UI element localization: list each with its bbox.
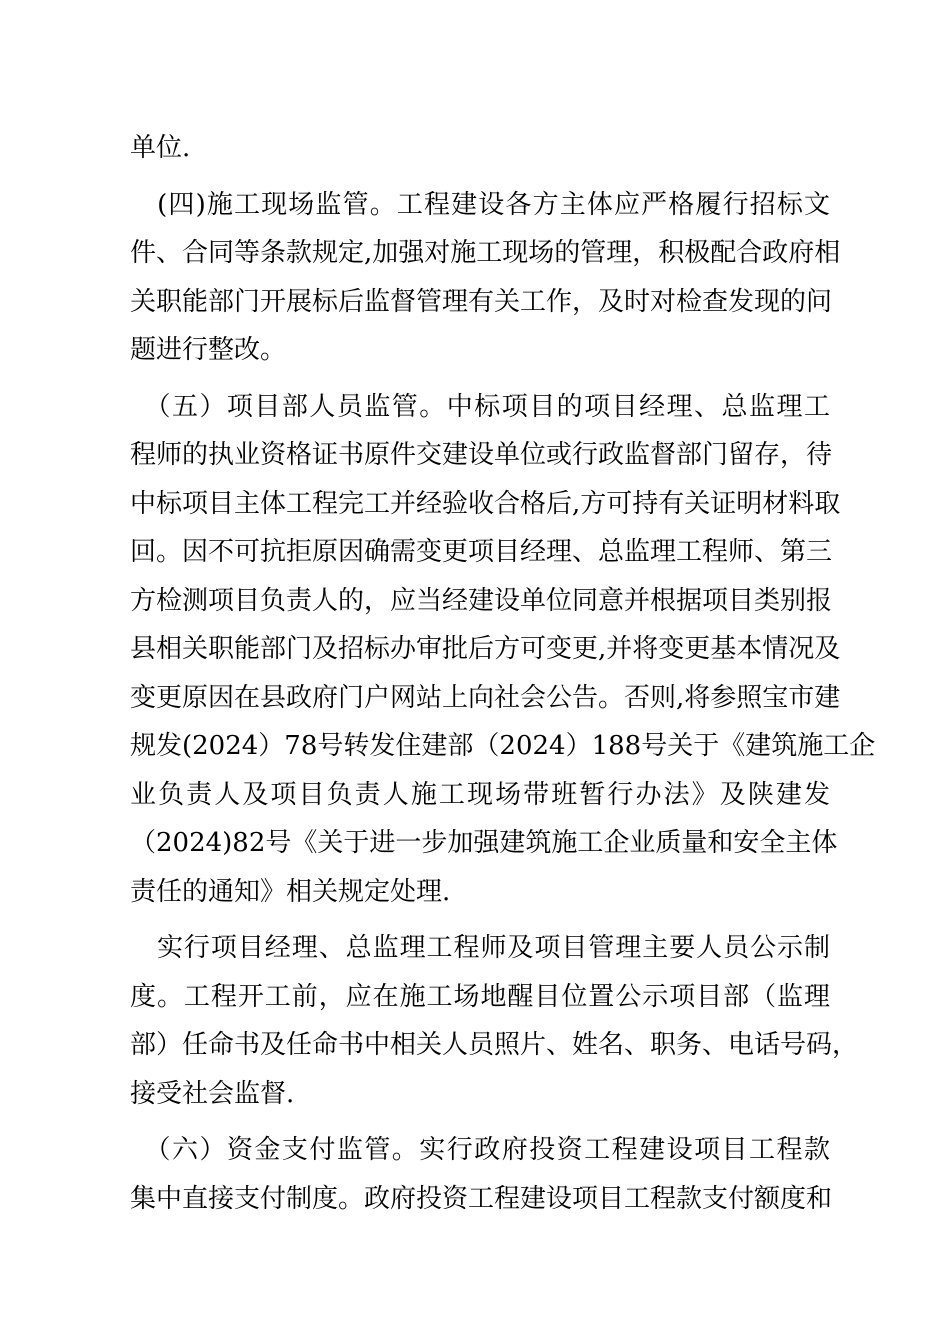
paragraph-gap <box>130 1118 830 1126</box>
paragraph-1 <box>130 124 830 173</box>
text-line: （六）资金支付监管。实行政府投资工程建设项目工程款 <box>130 1135 830 1165</box>
paragraph-gap <box>130 375 830 383</box>
text-line: 规发(2024）78号转发住建部（2024）188号关于《建筑施工企 <box>130 731 876 761</box>
document-body <box>130 124 876 1223</box>
text-line: 变更原因在县政府门户网站上向社会公告。否则,将参照宝市建 <box>130 682 841 713</box>
text-line: 度。工程开工前，应在施工场地醒目位置公示项目部（监理 <box>130 981 830 1012</box>
text-line: 中标项目主体工程完工并经验收合格后,方可持有关证明材料取 <box>130 488 841 519</box>
text-line: 部）任命书及任命书中相关人员照片、姓名、职务、电话号码， <box>130 1030 859 1060</box>
paragraph-2 <box>130 181 841 375</box>
text-line: 件、合同等条款规定,加强对施工现场的管理，积极配合政府相 <box>130 238 841 268</box>
text-line: 单位. <box>130 133 191 163</box>
text-line: （2024)82号《关于进一步加强建筑施工企业质量和安全主体 <box>130 828 838 858</box>
text-line: 程师的执业资格证书原件交建设单位或行政监督部门留存，待 <box>130 440 833 470</box>
paragraph-5 <box>130 1126 833 1223</box>
text-line: 回。因不可抗拒原因确需变更项目经理、总监理工程师、第三 <box>130 537 833 567</box>
text-line: 集中直接支付制度。政府投资工程建设项目工程款支付额度和 <box>130 1183 833 1214</box>
text-line: 实行项目经理、总监理工程师及项目管理主要人员公示制 <box>130 933 830 963</box>
paragraph-gap <box>130 173 830 181</box>
paragraph-3 <box>130 383 876 917</box>
text-line: 责任的通知》相关规定处理. <box>130 876 451 907</box>
text-line: （五）项目部人员监管。中标项目的项目经理、总监理工 <box>130 391 830 422</box>
text-line: 业负责人及项目负责人施工现场带班暂行办法》及陕建发 <box>130 779 830 810</box>
paragraph-gap <box>130 916 830 924</box>
text-line: 题进行整改。 <box>130 335 287 365</box>
text-line: (四)施工现场监管。工程建设各方主体应严格履行招标文 <box>130 189 830 220</box>
text-line: 接受社会监督. <box>130 1078 295 1109</box>
text-line: 方检测项目负责人的，应当经建设单位同意并根据项目类别报 <box>130 585 833 616</box>
paragraph-4 <box>130 924 859 1118</box>
text-line: 关职能部门开展标后监督管理有关工作，及时对检查发现的问 <box>130 286 833 317</box>
text-line: 县相关职能部门及招标办审批后方可变更,并将变更基本情况及 <box>130 634 841 664</box>
